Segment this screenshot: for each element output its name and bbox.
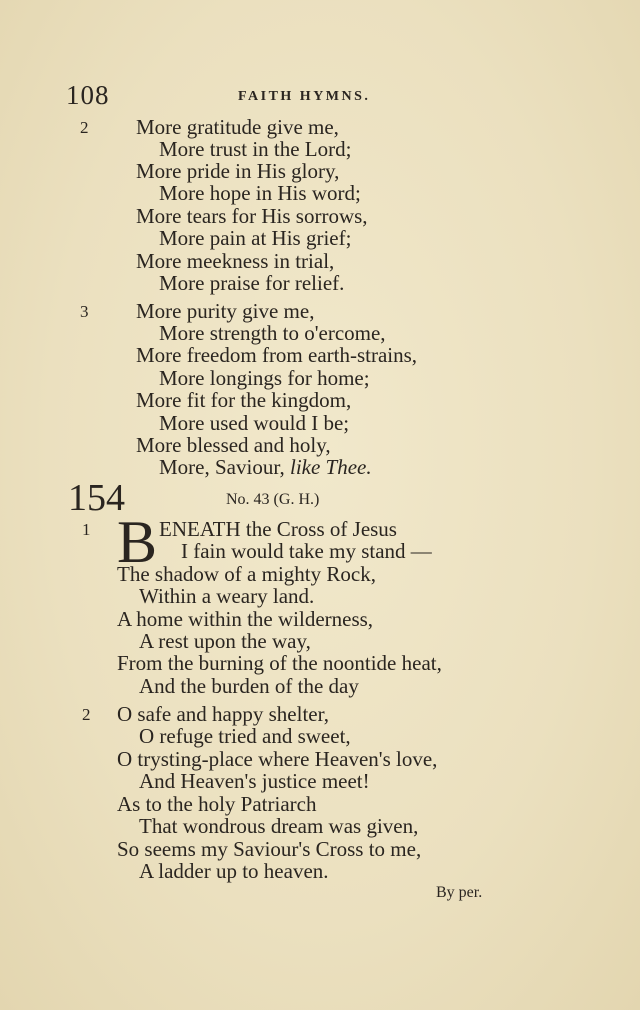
running-title: FAITH HYMNS.: [238, 89, 371, 104]
verse-line: More freedom from earth-strains,: [136, 343, 418, 367]
tune-reference: No. 43 (G. H.): [226, 491, 320, 508]
verse-line: O trysting-place where Heaven's love,: [117, 747, 438, 771]
page-number: 108: [66, 80, 110, 110]
verse-line: More meekness in trial,: [136, 249, 335, 273]
verse-line: So seems my Saviour's Cross to me,: [117, 837, 422, 861]
verse-line: I fain would take my stand —: [181, 539, 432, 563]
verse-line: More hope in His word;: [159, 181, 361, 205]
verse-line: More used would I be;: [159, 411, 350, 435]
verse-line: From the burning of the noontide heat,: [117, 651, 442, 675]
verse-line: More pride in His glory,: [136, 159, 340, 183]
verse-line: More tears for His sorrows,: [136, 204, 368, 228]
verse-line: A rest upon the way,: [139, 629, 311, 653]
verse-line: More gratitude give me,: [136, 115, 339, 139]
verse-line: More pain at His grief;: [159, 226, 352, 250]
verse-line: More blessed and holy,: [136, 433, 331, 457]
hymn-number: 154: [68, 477, 125, 519]
verse-line: More purity give me,: [136, 299, 315, 323]
verse-line: That wondrous dream was given,: [139, 814, 419, 838]
verse-line: O refuge tried and sweet,: [139, 724, 351, 748]
verse-last-line: [159, 456, 372, 478]
verse-line-italic: like Thee.: [289, 455, 372, 479]
verse-line: The shadow of a mighty Rock,: [117, 562, 376, 586]
verse-line: More strength to o'ercome,: [159, 321, 386, 345]
verse-line: Within a weary land.: [139, 584, 315, 608]
verse-line: A ladder up to heaven.: [139, 859, 329, 883]
verse-line: A home within the wilderness,: [117, 607, 374, 631]
verse-number: 2: [82, 705, 91, 724]
verse-line: More trust in the Lord;: [159, 137, 352, 161]
verse-line: As to the holy Patriarch: [117, 792, 317, 816]
verse-line: And Heaven's justice meet!: [139, 769, 370, 793]
verse-line-plain: More, Saviour,: [159, 455, 290, 479]
verse-line: And the burden of the day: [139, 674, 359, 698]
running-head: [66, 80, 396, 110]
permission-credit: By per.: [436, 884, 483, 901]
verse-line: More longings for home;: [159, 366, 370, 390]
verse-number: 1: [82, 520, 91, 539]
verse-line: More fit for the kingdom,: [136, 388, 352, 412]
verse-line: ENEATH the Cross of Jesus: [159, 517, 397, 541]
verse-number: 3: [80, 302, 89, 321]
verse-line: O safe and happy shelter,: [117, 702, 329, 726]
verse-line: More praise for relief.: [159, 271, 345, 295]
drop-cap: B: [117, 509, 158, 575]
verse-number: 2: [80, 118, 89, 137]
